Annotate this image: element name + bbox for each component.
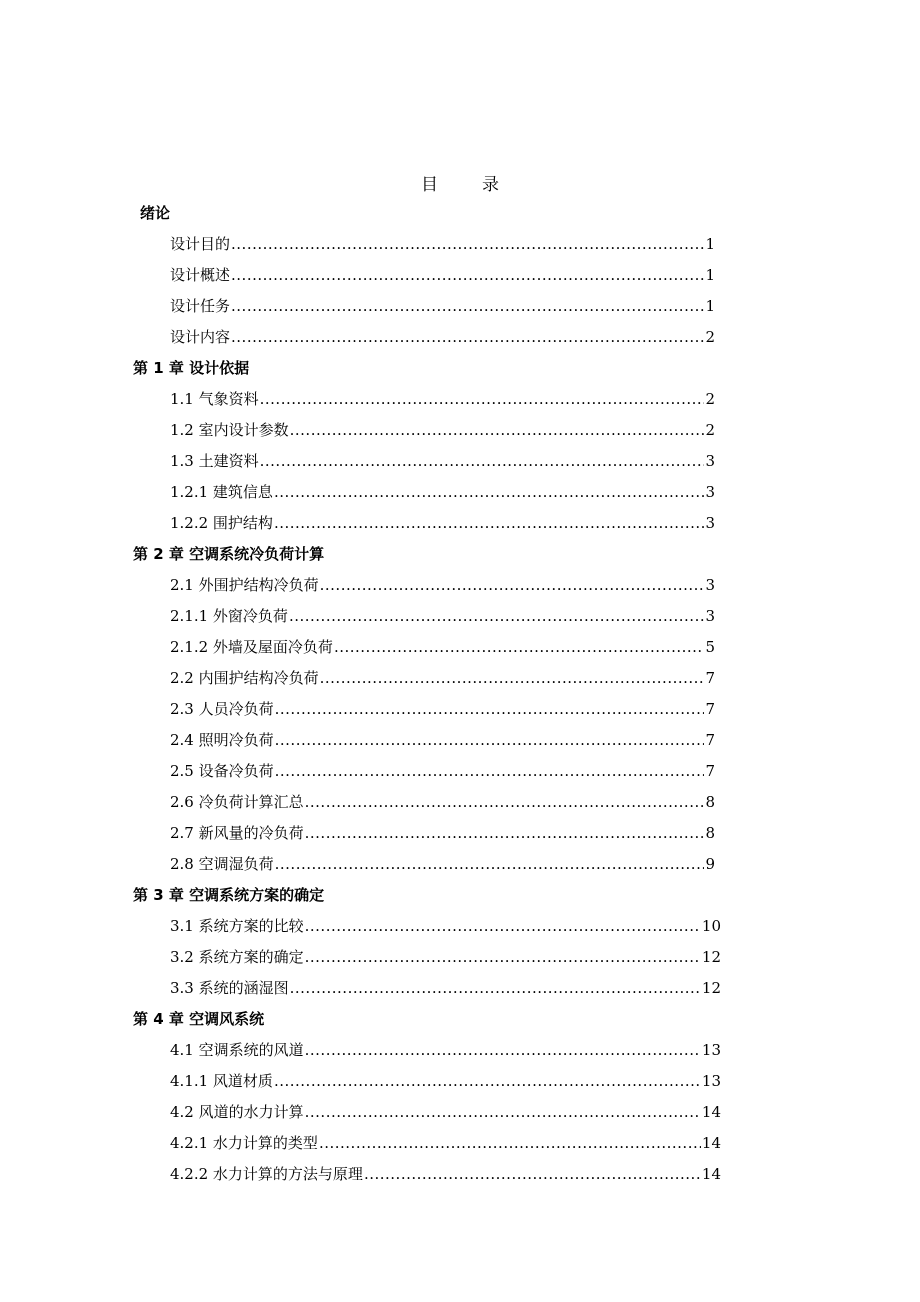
dot-leader [275, 756, 705, 787]
dot-leader [319, 1128, 701, 1159]
toc-page-number: 3 [705, 607, 715, 625]
toc-entry [0, 229, 715, 260]
dot-leader [275, 725, 705, 756]
dot-leader [260, 446, 705, 477]
toc-entry [0, 725, 715, 756]
toc-entry [0, 973, 721, 1004]
toc-entry [0, 1066, 721, 1097]
toc-page-number: 1 [705, 297, 715, 315]
toc-list [0, 198, 920, 1190]
toc-entry [0, 1097, 721, 1128]
toc-page-number: 14 [701, 1103, 721, 1121]
toc-page-number: 7 [705, 669, 715, 687]
dot-leader [290, 415, 705, 446]
toc-entry-label: 设计目的 [170, 235, 231, 253]
toc-entry [0, 942, 721, 973]
toc-entry [0, 818, 715, 849]
toc-entry [0, 756, 715, 787]
toc-entry [0, 446, 715, 477]
toc-chapter-heading [0, 880, 920, 911]
toc-entry-label: 设计内容 [170, 328, 231, 346]
toc-chapter-label: 第 1 章 设计依据 [133, 359, 250, 377]
toc-page-number: 8 [705, 824, 715, 842]
dot-leader [290, 973, 701, 1004]
dot-leader [289, 601, 705, 632]
toc-page-number: 13 [701, 1072, 721, 1090]
toc-page-number: 14 [701, 1165, 721, 1183]
dot-leader [231, 260, 704, 291]
toc-chapter-label: 第 4 章 空调风系统 [133, 1010, 265, 1028]
toc-page-number: 7 [705, 731, 715, 749]
toc-entry [0, 663, 715, 694]
dot-leader [274, 508, 705, 539]
toc-entry-label: 4.1.1 风道材质 [170, 1072, 273, 1090]
dot-leader [305, 911, 701, 942]
dot-leader [364, 1159, 701, 1190]
toc-page-number: 8 [705, 793, 715, 811]
toc-entry-label: 4.2.1 水力计算的类型 [170, 1134, 318, 1152]
dot-leader [275, 849, 705, 880]
toc-entry [0, 632, 715, 663]
toc-entry-label: 1.3 土建资料 [170, 452, 259, 470]
toc-entry-label: 1.2 室内设计参数 [170, 421, 289, 439]
toc-entry [0, 1035, 721, 1066]
toc-title [0, 170, 920, 195]
toc-entry-label: 设计概述 [170, 266, 231, 284]
dot-leader [231, 322, 704, 353]
toc-entry [0, 415, 715, 446]
toc-page-number: 2 [705, 390, 715, 408]
toc-page-number: 10 [701, 917, 721, 935]
dot-leader [260, 384, 705, 415]
toc-entry-label: 2.4 照明冷负荷 [170, 731, 274, 749]
toc-entry [0, 601, 715, 632]
toc-entry-label: 2.3 人员冷负荷 [170, 700, 274, 718]
dot-leader [274, 1066, 701, 1097]
toc-chapter-heading [0, 353, 920, 384]
toc-page-number: 9 [705, 855, 715, 873]
toc-entry [0, 260, 715, 291]
dot-leader [231, 291, 704, 322]
toc-entry-label: 4.2 风道的水力计算 [170, 1103, 304, 1121]
dot-leader [305, 818, 705, 849]
toc-page-number: 3 [705, 576, 715, 594]
toc-entry [0, 570, 715, 601]
toc-entry [0, 1128, 721, 1159]
toc-page-number: 3 [705, 483, 715, 501]
toc-chapter-heading [0, 1004, 920, 1035]
toc-page-number: 2 [705, 328, 715, 346]
toc-entry-label: 设计任务 [170, 297, 231, 315]
toc-entry [0, 849, 715, 880]
toc-entry [0, 291, 715, 322]
toc-entry-label: 2.8 空调湿负荷 [170, 855, 274, 873]
dot-leader [305, 787, 705, 818]
toc-chapter-label: 第 3 章 空调系统方案的确定 [133, 886, 325, 904]
dot-leader [334, 632, 705, 663]
toc-chapter-label: 绪论 [140, 204, 171, 222]
dot-leader [320, 570, 705, 601]
toc-page-number: 14 [701, 1134, 721, 1152]
toc-page-number: 3 [705, 514, 715, 532]
toc-entry-label: 3.2 系统方案的确定 [170, 948, 304, 966]
toc-chapter-label: 第 2 章 空调系统冷负荷计算 [133, 545, 325, 563]
toc-entry-label: 3.1 系统方案的比较 [170, 917, 304, 935]
dot-leader [320, 663, 705, 694]
toc-entry-label: 2.1.1 外窗冷负荷 [170, 607, 288, 625]
toc-entry-label: 4.1 空调系统的风道 [170, 1041, 304, 1059]
toc-entry-label: 1.2.1 建筑信息 [170, 483, 273, 501]
toc-title-left: 目 [421, 175, 438, 195]
toc-page-number: 1 [705, 235, 715, 253]
toc-chapter-heading [0, 198, 920, 229]
toc-entry [0, 1159, 721, 1190]
toc-entry-label: 3.3 系统的涵湿图 [170, 979, 289, 997]
toc-entry-label: 2.7 新风量的冷负荷 [170, 824, 304, 842]
dot-leader [231, 229, 704, 260]
toc-entry-label: 1.1 气象资料 [170, 390, 259, 408]
dot-leader [305, 942, 701, 973]
toc-page-number: 5 [705, 638, 715, 656]
toc-page-number: 7 [705, 700, 715, 718]
toc-entry [0, 384, 715, 415]
dot-leader [274, 477, 705, 508]
toc-title-right: 录 [482, 175, 499, 195]
dot-leader [305, 1035, 701, 1066]
toc-entry-label: 1.2.2 围护结构 [170, 514, 273, 532]
toc-entry-label: 2.2 内围护结构冷负荷 [170, 669, 319, 687]
toc-entry [0, 787, 715, 818]
toc-entry [0, 694, 715, 725]
toc-page-number: 12 [701, 979, 721, 997]
toc-entry-label: 2.1 外围护结构冷负荷 [170, 576, 319, 594]
toc-entry [0, 477, 715, 508]
toc-entry-label: 4.2.2 水力计算的方法与原理 [170, 1165, 363, 1183]
toc-chapter-heading [0, 539, 920, 570]
toc-entry-label: 2.1.2 外墙及屋面冷负荷 [170, 638, 333, 656]
toc-page-number: 7 [705, 762, 715, 780]
dot-leader [275, 694, 705, 725]
toc-entry [0, 508, 715, 539]
toc-page-number: 1 [705, 266, 715, 284]
toc-entry [0, 322, 715, 353]
toc-entry [0, 911, 721, 942]
dot-leader [305, 1097, 701, 1128]
toc-page-number: 13 [701, 1041, 721, 1059]
toc-page-number: 3 [705, 452, 715, 470]
toc-entry-label: 2.5 设备冷负荷 [170, 762, 274, 780]
toc-page-number: 12 [701, 948, 721, 966]
toc-page-number: 2 [705, 421, 715, 439]
toc-entry-label: 2.6 冷负荷计算汇总 [170, 793, 304, 811]
